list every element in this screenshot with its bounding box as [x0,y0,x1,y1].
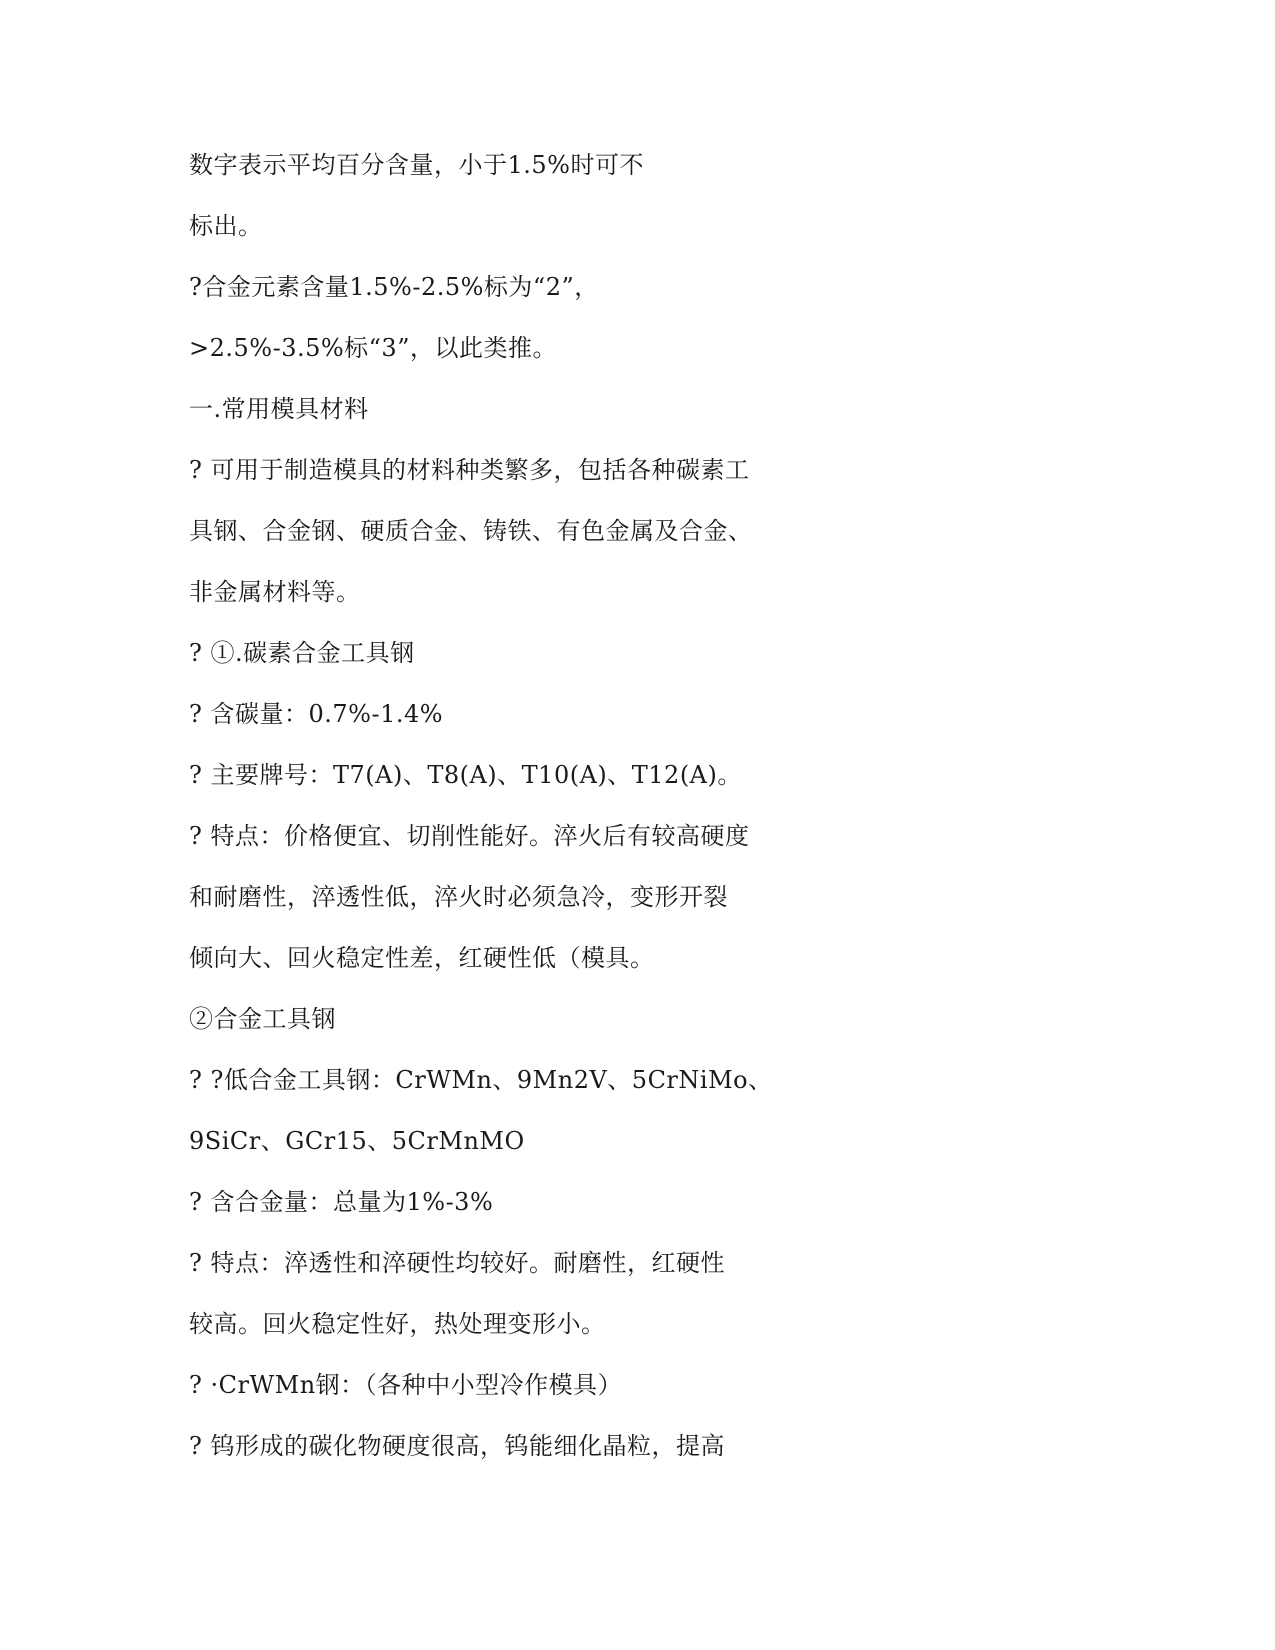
text-line: ? ·CrWMn钢：（各种中小型冷作模具） [189,1371,623,1399]
text-line: 具钢、合金钢、硬质合金、铸铁、有色金属及合金、 [189,517,753,545]
text-line: ? 特点：淬透性和淬硬性均较好。耐磨性，红硬性 [189,1249,725,1277]
document-body [189,140,1089,1482]
text-line: ? ?低合金工具钢：CrWMn、9Mn2V、5CrNiMo、 [189,1066,773,1094]
text-line: ? 钨形成的碳化物硬度很高，钨能细化晶粒，提高 [189,1432,725,1460]
text-line: 和耐磨性，淬透性低，淬火时必须急冷，变形开裂 [189,883,728,911]
text-line: 9SiCr、GCr15、5CrMnMO [189,1127,525,1155]
text-line: ? 主要牌号：T7(A)、T8(A)、T10(A)、T12(A)。 [189,761,742,789]
section-heading: 一.常用模具材料 [189,395,369,423]
text-line: 标出。 [189,212,263,240]
text-line: ? 特点：价格便宜、切削性能好。淬火后有较高硬度 [189,822,750,850]
text-line: ? 可用于制造模具的材料种类繁多，包括各种碳素工 [189,456,750,484]
text-line: ?合金元素含量1.5%-2.5%标为“2”， [189,273,599,301]
text-line: ? 含合金量：总量为1%-3% [189,1188,494,1216]
subsection-heading: ? ①.碳素合金工具钢 [189,639,415,667]
text-line: >2.5%-3.5%标“3”，以此类推。 [189,334,557,362]
text-line: 较高。回火稳定性好，热处理变形小。 [189,1310,606,1338]
subsection-heading: ②合金工具钢 [189,1005,336,1033]
text-line: 数字表示平均百分含量，小于1.5%时可不 [189,151,644,179]
text-line: 非金属材料等。 [189,578,361,606]
text-line: 倾向大、回火稳定性差，红硬性低（模具。 [189,944,655,972]
text-line: ? 含碳量：0.7%-1.4% [189,700,444,728]
